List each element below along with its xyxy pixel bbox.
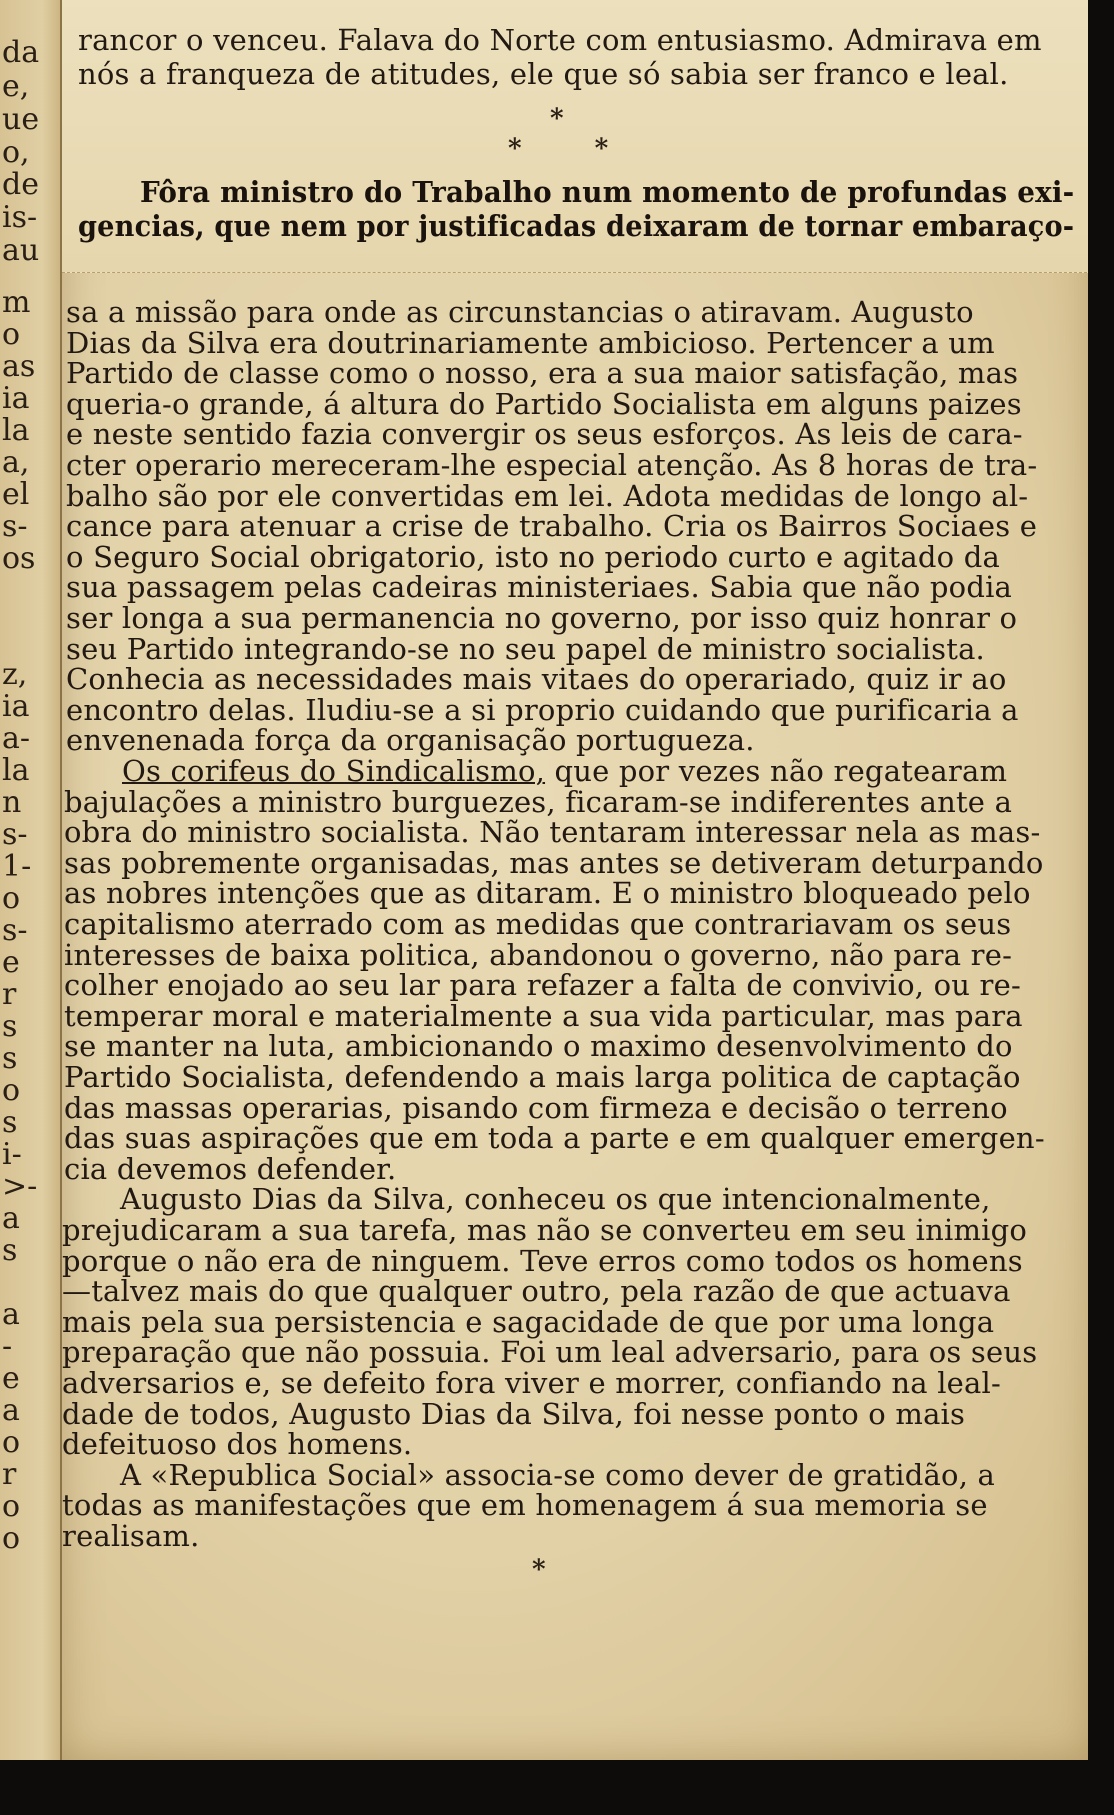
fragment-text: >- [2,1172,38,1202]
article-line: Partido Socialista, defendendo a mais larga politica de captação [64,1060,1021,1094]
fragment-text: a [2,1300,20,1330]
fragment-text: z, [2,660,28,690]
fragment-text: 1- [2,852,32,882]
fragment-text: la [2,756,30,786]
fragment-text: o [2,884,21,914]
fragment-text: a [2,1396,20,1426]
article-line: balho são por ele convertidas em lei. Adota medidas de longo al- [66,478,1029,513]
article-line: as nobres intenções que as ditaram. E o ministro bloqueado pelo [64,876,1031,911]
fragment-text: s [2,1108,18,1138]
article-line: mais pela sua persistencia e sagacidade de que por uma longa [62,1304,995,1339]
article-line: envenenada força da organisação portugueza. [66,723,755,758]
article-line: preparação que não possuia. Foi um leal adversario, para os seus [62,1335,1038,1370]
fragment-text: a [2,1204,20,1234]
scan-border-right [1088,0,1114,1815]
fragment-text: o [2,1076,21,1106]
article-line: encontro delas. Iludiu-se a si proprio cuidando que purificaria a [66,692,1019,727]
article-line: Dias da Silva era doutrinariamente ambicioso. Pertencer a um [66,325,995,360]
fragment-text: ia [2,384,30,414]
underlined-phrase: Os corifeus do Sindicalismo, [122,754,546,788]
article-line: se manter na luta, ambicionando o maximo desenvolvimento do [64,1029,1013,1064]
article-line: cance para atenuar a crise de trabalho. Cria os Bairros Sociaes e [66,509,1038,544]
fragment-text: au [2,236,40,266]
fragment-text: ia [2,692,30,722]
fragment-text: e [2,1364,20,1394]
paragraph-first-line [122,755,1007,787]
article-line: Conhecia as necessidades mais vitaes do operariado, quiz ir ao [66,662,1007,697]
article-line: das massas operarias, pisando com firmeza e decisão o terreno [64,1090,1008,1125]
fragment-text: s [2,1012,18,1042]
scan-border-bottom [0,1760,1114,1815]
article-line: capitalismo aterrado com as medidas que contrariavam os seus [64,907,1012,941]
fragment-text: s- [2,916,28,946]
article-line: todas as manifestações que em homenagem á sua memoria se [62,1488,988,1523]
article-line: A «Republica Social» associa-se como dever de gratidão, a [120,1457,996,1492]
fragment-text: el [2,480,30,510]
adjacent-column-fragment [0,0,62,1760]
article-clipping [62,0,1092,1760]
article-line: porque o não era de ninguem. Teve erros como todos os homens [62,1243,1023,1278]
article-line: Augusto Dias da Silva, conheceu os que intencionalmente, [120,1182,991,1217]
article-lead-line: gencias, que nem por justificadas deixaram de tornar embaraço- [78,209,1075,243]
fragment-text: ue [2,105,40,135]
article-line: e neste sentido fazia convergir os seus esforços. As leis de cara- [66,417,1023,452]
fragment-text: a- [2,724,31,754]
fragment-text: m [2,288,31,318]
section-separator-star: * [550,104,564,134]
fragment-text: da [2,38,40,68]
article-line: cia devemos defender. [64,1151,397,1186]
article-line: bajulações a ministro burguezes, ficaram-se indiferentes ante a [64,784,1013,819]
article-line: —talvez mais do que qualquer outro, pela razão de que actuava [62,1274,1011,1309]
article-line: das suas aspirações que em toda a parte e em qualquer emergen- [64,1121,1045,1156]
fragment-text: os [2,544,36,574]
fragment-text: is- [2,203,38,233]
fragment-text: a, [2,448,30,478]
fragment-text: o, [2,138,30,168]
article-line: obra do ministro socialista. Não tentaram interessar nela as mas- [64,815,1041,850]
article-line: sa a missão para onde as circunstancias o atiravam. Augusto [66,295,974,329]
fragment-text: o [2,1524,21,1554]
section-separator-stars: * * [508,134,641,164]
article-line: interesses de baixa politica, abandonou o governo, não para re- [64,937,1013,972]
article-line: defeituoso dos homens. [62,1427,413,1462]
article-line: nós a franqueza de atitudes, ele que só sabia ser franco e leal. [78,57,1009,91]
article-line: o Seguro Social obrigatorio, isto no periodo curto e agitado da [66,539,1000,574]
fragment-text: e, [2,72,30,102]
article-line: queria-o grande, á altura do Partido Socialista em alguns paizes [66,386,1022,421]
fragment-text: la [2,416,30,446]
fragment-text: - [2,1332,13,1362]
fragment-text: r [2,980,17,1010]
fragment-text: i- [2,1140,22,1170]
article-line: cter operario mereceram-lhe especial atenção. As 8 horas de tra- [66,448,1038,482]
article-lead-line: Fôra ministro do Trabalho num momento de profundas exi- [140,175,1075,209]
fragment-text: e [2,948,20,978]
fragment-text: s [2,1236,18,1266]
article-line: adversarios e, se defeito fora viver e morrer, confiando na leal- [62,1366,1001,1400]
article-line: realisam. [62,1519,200,1553]
article-line: colher enojado ao seu lar para refazer a falta de convivio, ou re- [64,968,1021,1003]
article-line: sas pobremente organisadas, mas antes se detiveram deturpando [64,845,1044,880]
article-line: rancor o venceu. Falava do Norte com entusiasmo. Admirava em [78,23,1042,57]
fragment-text: o [2,1492,21,1522]
line-rest: que por vezes não regatearam [545,754,1008,788]
article-line: temperar moral e materialmente a sua vida particular, mas para [64,998,1023,1033]
fragment-text: s- [2,820,28,850]
article-line: prejudicaram a sua tarefa, mas não se converteu em seu inimigo [62,1213,1028,1247]
fragment-text: o [2,1428,21,1458]
article-line: dade de todos, Augusto Dias da Silva, foi nesse ponto o mais [62,1396,966,1431]
fragment-text: n [2,788,22,818]
fragment-text: s- [2,512,28,542]
article-line: ser longa a sua permanencia no governo, por isso quiz honrar o [66,601,1018,635]
article-line: Partido de classe como o nosso, era a sua maior satisfação, mas [66,356,1019,391]
fragment-text: de [2,170,39,200]
fragment-text: r [2,1460,17,1490]
article-line: sua passagem pelas cadeiras ministeriaes. Sabia que não podia [66,570,1013,605]
fragment-text: s [2,1044,18,1074]
fragment-text: as [2,352,36,382]
end-separator-star: * [532,1554,546,1585]
fragment-text: o [2,320,21,350]
article-line: seu Partido integrando-se no seu papel de ministro socialista. [66,631,985,666]
